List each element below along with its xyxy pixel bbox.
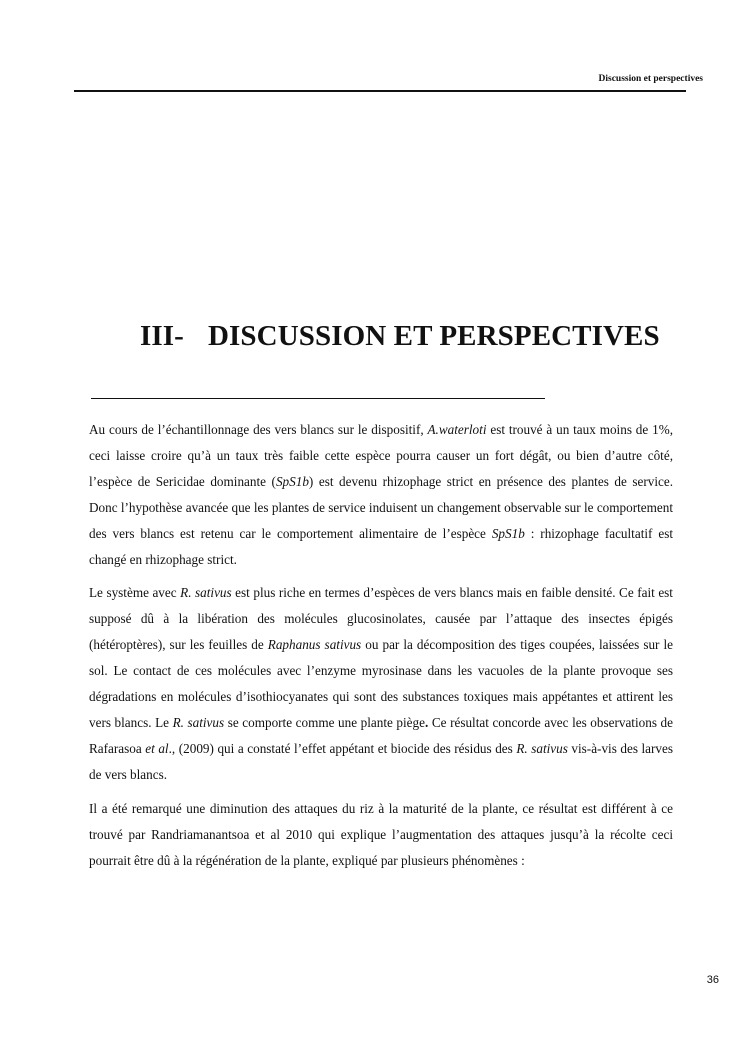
- chapter-title: [140, 320, 700, 353]
- species-name: A.waterloti: [427, 422, 487, 437]
- paragraph-2: [89, 580, 673, 787]
- species-name: SpS1b: [491, 525, 525, 541]
- species-name: R. sativus: [516, 740, 568, 756]
- text-span: est plus riche en termes d’espèces de vers blancs mais en faible densité. Ce fait est supposé dû à la libération des molécules glucosinolates, causée par l’attaque des insectes épigés (hétéroptères), sur les feuilles de: [89, 585, 673, 653]
- chapter-title-text: DISCUSSION ET PERSPECTIVES: [208, 320, 660, 352]
- species-name: SpS1b: [275, 473, 309, 489]
- paragraph-1: [89, 417, 673, 572]
- running-header: Discussion et perspectives: [598, 74, 703, 84]
- text-span: vis-à-vis des larves de vers blancs.: [89, 740, 674, 782]
- body-text: [89, 417, 673, 881]
- text-span: est trouvé à un taux moins de 1%, ceci laisse croire qu’à un taux très faible cette espèce pourra causer un fort dégât, ou bien d’autre côté, l’espèce de Sericidae dominante (: [89, 422, 673, 489]
- text-span: se comporte comme une plante piège: [224, 714, 425, 730]
- chapter-number: III-: [140, 320, 184, 352]
- text-span: Il a été remarqué une diminution des attaques du riz à la maturité de la plante, ce résultat est différent à ce trouvé par Randriamanantsoa et al 2010 qui explique l’augmentation des attaques jusqu’à la récolte ceci pourrait être dû à la régénération de la plante, expliqué par plusieurs phénomènes :: [89, 800, 673, 868]
- citation-etal: et al: [145, 740, 169, 756]
- page-number: 36: [706, 974, 719, 986]
- text-span: ) est devenu rhizophage strict en présence des plantes de service. Donc l’hypothèse avancée que les plantes de service induisent un changement observable sur le comportement des vers blancs est retenu car le comportement alimentaire de l’espèce: [89, 473, 673, 541]
- bold-period: .: [424, 714, 429, 730]
- text-span: : rhizophage facultatif est changé en rhizophage strict.: [89, 525, 673, 567]
- species-name: R. sativus: [172, 714, 225, 730]
- header-rule: [74, 90, 686, 92]
- species-name: Raphanus sativus: [267, 637, 362, 653]
- text-span: Au cours de l’échantillonnage des vers blancs sur le dispositif,: [89, 422, 428, 437]
- species-name: R. sativus: [180, 585, 232, 601]
- paragraph-3: [89, 796, 673, 874]
- text-span: Le système avec: [89, 585, 181, 601]
- title-rule: [91, 398, 545, 399]
- text-span: Ce résultat concorde avec les observations de Rafarasoa: [89, 714, 673, 756]
- text-span: ., (2009) qui a constaté l’effet appétant et biocide des résidus des: [168, 740, 517, 756]
- text-span: ou par la décomposition des tiges coupées, laissées sur le sol. Le contact de ces molécules avec l’enzyme myrosinase dans les vacuoles de la plante provoque ses dégradations en molécules d’isothiocyanates qui sont des substances toxiques mais appétantes et attirent les vers blancs. Le: [89, 637, 674, 730]
